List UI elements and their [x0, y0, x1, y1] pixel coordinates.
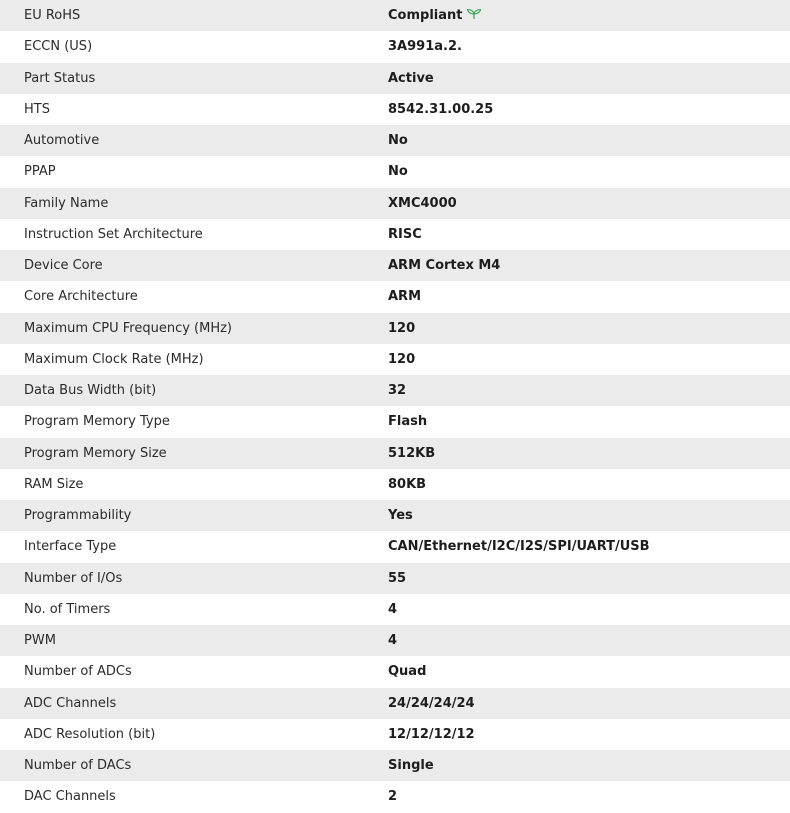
table-row [0, 594, 790, 625]
table-row [0, 313, 790, 344]
spec-value: 3A991a.2. [388, 39, 462, 55]
spec-value-cell [388, 0, 790, 31]
spec-label: Part Status [24, 70, 96, 86]
spec-value: 32 [388, 383, 407, 399]
table-row [0, 188, 790, 219]
table-row [0, 281, 790, 312]
table-row [0, 469, 790, 500]
spec-value: 8542.31.00.25 [388, 101, 494, 117]
spec-label: Number of DACs [24, 758, 132, 774]
leaf-icon [466, 8, 482, 20]
spec-label: RAM Size [24, 476, 84, 492]
table-row [0, 31, 790, 62]
table-row [0, 375, 790, 406]
spec-value: 120 [388, 320, 416, 336]
spec-label: Programmability [24, 508, 132, 524]
spec-label: Instruction Set Architecture [24, 226, 203, 242]
spec-value: 24/24/24/24 [388, 695, 475, 711]
spec-value: Active [388, 70, 434, 86]
spec-value: 55 [388, 570, 407, 586]
spec-label: ADC Resolution (bit) [24, 726, 156, 742]
spec-label: Maximum CPU Frequency (MHz) [24, 320, 232, 336]
spec-value: CAN/Ethernet/I2C/I2S/SPI/UART/USB [388, 539, 650, 555]
table-row [0, 219, 790, 250]
table-row [0, 563, 790, 594]
spec-value: Yes [388, 508, 413, 524]
table-row [0, 781, 790, 812]
spec-value: ARM Cortex M4 [388, 258, 501, 274]
spec-label: DAC Channels [24, 789, 116, 805]
spec-label: Number of I/Os [24, 570, 123, 586]
spec-label: Automotive [24, 133, 100, 149]
table-row [0, 63, 790, 94]
spec-label: ADC Channels [24, 695, 117, 711]
spec-label: HTS [24, 101, 50, 117]
table-row [0, 500, 790, 531]
table-row [0, 125, 790, 156]
spec-value: Compliant [388, 8, 463, 24]
table-row [0, 94, 790, 125]
spec-label: ECCN (US) [24, 39, 93, 55]
spec-label: Program Memory Type [24, 414, 170, 430]
spec-label: EU RoHS [24, 8, 81, 24]
table-row [0, 688, 790, 719]
spec-value: Single [388, 758, 434, 774]
spec-value: 512KB [388, 445, 436, 461]
table-row [0, 250, 790, 281]
spec-value: 4 [388, 601, 398, 617]
spec-value: 80KB [388, 476, 427, 492]
spec-value: 12/12/12/12 [388, 726, 475, 742]
table-row [0, 719, 790, 750]
spec-label: Core Architecture [24, 289, 138, 305]
spec-label: PWM [24, 633, 56, 649]
spec-label: No. of Timers [24, 601, 111, 617]
spec-label: PPAP [24, 164, 56, 180]
spec-value: 4 [388, 633, 398, 649]
table-row [0, 656, 790, 687]
spec-value: RISC [388, 226, 422, 242]
spec-value: No [388, 164, 408, 180]
spec-label: Number of ADCs [24, 664, 132, 680]
spec-value: Flash [388, 414, 428, 430]
table-row [0, 406, 790, 437]
table-row [0, 344, 790, 375]
table-row [0, 531, 790, 562]
table-row [0, 625, 790, 656]
spec-value: No [388, 133, 408, 149]
spec-label: Interface Type [24, 539, 117, 555]
spec-value: XMC4000 [388, 195, 457, 211]
spec-value: ARM [388, 289, 422, 305]
spec-label: Maximum Clock Rate (MHz) [24, 351, 204, 367]
spec-value: Quad [388, 664, 427, 680]
spec-label: Data Bus Width (bit) [24, 383, 157, 399]
table-row [0, 0, 790, 31]
table-row [0, 750, 790, 781]
spec-value: 2 [388, 789, 398, 805]
spec-value: 120 [388, 351, 416, 367]
spec-label: Family Name [24, 195, 109, 211]
spec-label: Device Core [24, 258, 103, 274]
table-row [0, 438, 790, 469]
table-row [0, 156, 790, 187]
spec-label: Program Memory Size [24, 445, 167, 461]
